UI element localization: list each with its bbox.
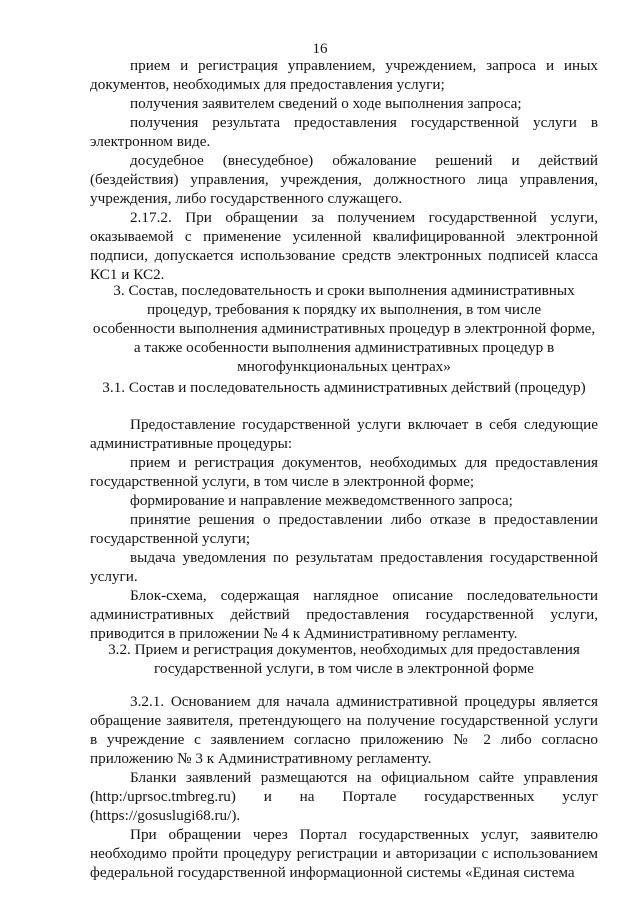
heading-line: особенности выполнения административных процедур в электронной форме, bbox=[92, 320, 596, 337]
paragraph: Предоставление государственной услуги включает в себя следующие административные процедуры: bbox=[90, 416, 598, 452]
section-3-2-text bbox=[90, 692, 598, 882]
paragraph: получения заявителем сведений о ходе выполнения запроса; bbox=[130, 95, 522, 112]
paragraph: прием и регистрация документов, необходимых для предоставления государственной услуги, в том числе в электронной форме; bbox=[90, 454, 598, 490]
paragraph: прием и регистрация управлением, учреждением, запроса и иных документов, необходимых для предоставления услуги; bbox=[90, 57, 598, 93]
section-3-heading bbox=[90, 281, 598, 376]
page-number: 16 bbox=[312, 41, 328, 57]
paragraph: 3.2.1. Основанием для начала административной процедуры является обращение заявителя, претендующего на получение государственной услуги в учреждение с заявлением согласно приложению № 2 либо согласно приложению № 3 к Административному регламенту. bbox=[90, 693, 598, 767]
paragraph: формирование и направление межведомственного запроса; bbox=[130, 492, 513, 509]
heading-line: многофункциональных центрах» bbox=[237, 358, 451, 375]
paragraph: досудебное (внесудебное) обжалование решений и действий (бездействия) управления, учреждения, должностного лица управления, учреждения, либо государственного служащего. bbox=[90, 152, 598, 207]
section-3-1-heading: 3.1. Состав и последовательность административных действий (процедур) bbox=[102, 379, 586, 396]
section-3-1-text bbox=[90, 415, 598, 643]
paragraph: получения результата предоставления государственной услуги в электронном виде. bbox=[90, 114, 598, 150]
paragraph: 2.17.2. При обращении за получением государственной услуги, оказываемой с применение усиленной квалифицированной электронной подписи, допускается использование средств электронных подписей класса КС1 и КС2. bbox=[90, 209, 598, 283]
paragraph: принятие решения о предоставлении либо отказе в предоставлении государственной услуги; bbox=[90, 511, 598, 547]
paragraph: При обращении через Портал государственных услуг, заявителю необходимо пройти процедуру регистрации и авторизации с использованием федеральной государственной информационной системы «Единая система bbox=[90, 826, 598, 881]
paragraph: Бланки заявлений размещаются на официальном сайте управления (http:/uprsoc.tmbreg.ru) и на Портале государственных услуг (https://gosuslugi68.ru/). bbox=[90, 769, 598, 824]
paragraph: выдача уведомления по результатам предоставления государственной услуги. bbox=[90, 549, 598, 585]
section-3-2-heading bbox=[90, 640, 598, 678]
heading-line: процедур, требования к порядку их выполнения, в том числе bbox=[146, 301, 542, 318]
heading-line: 3. Состав, последовательность и сроки выполнения административных bbox=[113, 282, 575, 299]
heading-line: а также особенности выполнения административных процедур в bbox=[133, 339, 555, 356]
heading-line: государственной услуги, в том числе в электронной форме bbox=[154, 660, 534, 677]
top-text bbox=[90, 56, 598, 284]
heading-line: 3.2. Прием и регистрация документов, необходимых для предоставления bbox=[108, 641, 580, 658]
paragraph: Блок-схема, содержащая наглядное описание последовательности административных действий предоставления государственной услуги, приводится в приложении № 4 к Административному регламенту. bbox=[90, 587, 598, 642]
